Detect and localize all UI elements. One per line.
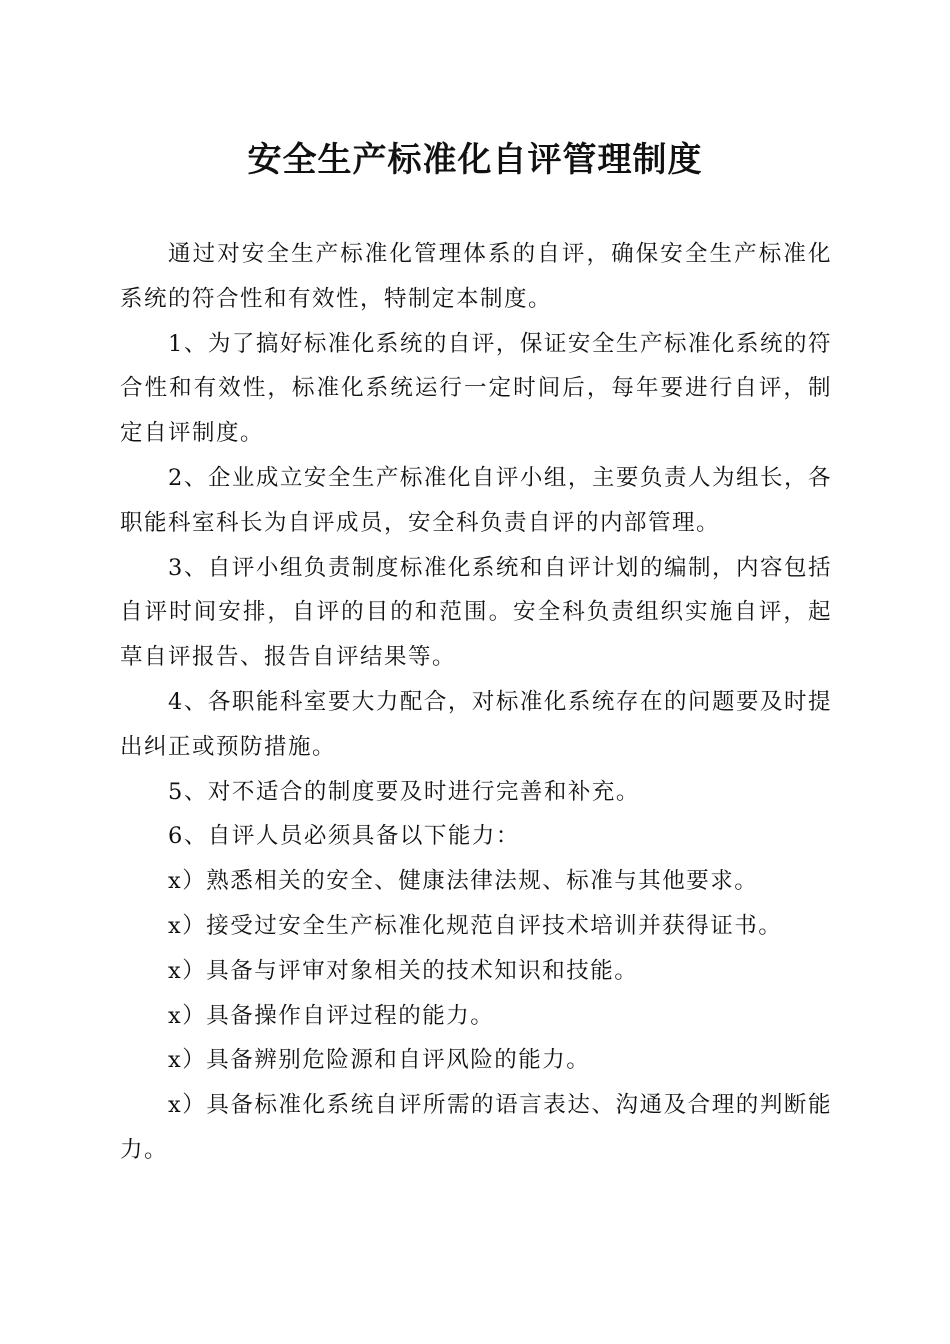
document-title: 安全生产标准化自评管理制度 bbox=[247, 140, 703, 180]
document-body bbox=[120, 232, 832, 1173]
intro-paragraph: 通过对安全生产标准化管理体系的自评，确保安全生产标准化系统的符合性和有效性，特制定本制度。 bbox=[120, 241, 832, 312]
clause-2: 2、企业成立安全生产标准化自评小组，主要负责人为组长，各职能科室科长为自评成员，安全科负责自评的内部管理。 bbox=[120, 464, 832, 536]
clause-6: 6、自评人员必须具备以下能力： bbox=[168, 823, 520, 850]
clause-5: 5、对不适合的制度要及时进行完善和补充。 bbox=[168, 778, 640, 805]
clause-1: 1、为了搞好标准化系统的自评，保证安全生产标准化系统的符合性和有效性，标准化系统运行一定时间后，每年要进行自评，制定自评制度。 bbox=[120, 330, 832, 447]
ability-item: x）具备标准化系统自评所需的语言表达、沟通及合理的判断能力。 bbox=[120, 1092, 832, 1163]
ability-item: x）具备与评审对象相关的技术知识和技能。 bbox=[168, 957, 639, 984]
clause-4: 4、各职能科室要大力配合，对标准化系统存在的问题要及时提出纠正或预防措施。 bbox=[120, 688, 832, 760]
ability-item: x）具备操作自评过程的能力。 bbox=[168, 1002, 495, 1029]
ability-item: x）具备辨别危险源和自评风险的能力。 bbox=[168, 1047, 591, 1074]
clause-3: 3、自评小组负责制度标准化系统和自评计划的编制，内容包括自评时间安排，自评的目的和范围。安全科负责组织实施自评，起草自评报告、报告自评结果等。 bbox=[120, 554, 832, 671]
ability-item: x）接受过安全生产标准化规范自评技术培训并获得证书。 bbox=[168, 912, 783, 939]
ability-item: x）熟悉相关的安全、健康法律法规、标准与其他要求。 bbox=[168, 868, 759, 895]
